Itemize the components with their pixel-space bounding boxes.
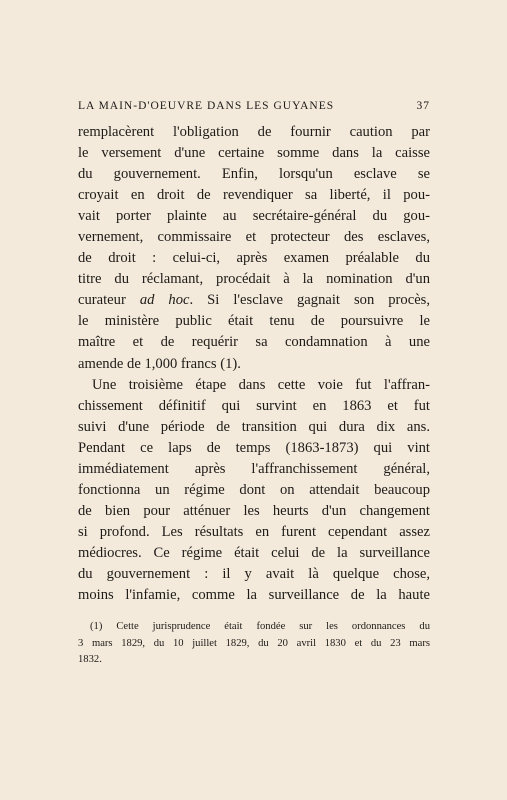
- text-line: de droit : celui-ci, après examen préalable du: [78, 250, 430, 267]
- text-line: suivi d'une période de transition qui dura dix ans.: [78, 418, 430, 435]
- running-title: LA MAIN-D'OEUVRE DANS LES GUYANES: [78, 100, 335, 112]
- text-segment: curateur: [78, 292, 140, 309]
- page-number: 37: [416, 100, 430, 112]
- text-line: de bien pour atténuer les heurts d'un changement: [78, 502, 430, 519]
- text-line: immédiatement après l'affranchissement général,: [78, 460, 430, 477]
- text-line: Pendant ce laps de temps (1863-1873) qui vint: [78, 439, 430, 456]
- text-line: médiocres. Ce régime était celui de la surveillance: [78, 544, 430, 561]
- paragraph-last-line: amende de 1,000 francs (1).: [78, 355, 241, 372]
- footnote: [78, 619, 430, 669]
- body-text: [78, 122, 430, 606]
- text-line: le ministère public était tenu de poursuivre le: [78, 313, 430, 330]
- text-line: du gouvernement : il y avait là quelque chose,: [78, 565, 430, 582]
- text-line: moins l'infamie, comme la surveillance de la haute: [78, 587, 430, 604]
- italic-phrase: ad hoc: [139, 292, 190, 309]
- text-line: maître et de requérir sa condamnation à une: [78, 334, 430, 351]
- text-line: remplacèrent l'obligation de fournir caution par: [78, 124, 430, 140]
- text-line: si profond. Les résultats en furent cependant assez: [78, 523, 430, 540]
- text-segment: . Si l'esclave gagnait son procès,: [189, 292, 430, 309]
- text-line: le versement d'une certaine somme dans la caisse: [78, 145, 430, 162]
- text-line: titre du réclamant, procédait à la nomination d'un: [78, 271, 430, 288]
- text-line: [78, 290, 430, 311]
- text-line: vait porter plainte au secrétaire-général du gou-: [78, 208, 430, 225]
- text-line: vernement, commissaire et protecteur des esclaves,: [78, 229, 430, 246]
- text-line: chissement définitif qui survint en 1863 et fut: [78, 397, 430, 414]
- footnote-line: 3 mars 1829, du 10 juillet 1829, du 20 avril 1830 et du 23 mars: [78, 637, 430, 649]
- paragraph-first-line: Une troisième étape dans cette voie fut l'affran-: [92, 376, 430, 393]
- footnote-line: 1832.: [78, 654, 102, 665]
- footnote-line: (1) Cette jurisprudence était fondée sur les ordonnances du: [90, 621, 430, 632]
- text-line: croyait en droit de revendiquer sa liberté, il pou-: [78, 187, 430, 204]
- text-line: fonctionna un régime dont on attendait beaucoup: [78, 481, 430, 498]
- text-line: du gouvernement. Enfin, lorsqu'un esclave se: [78, 166, 430, 183]
